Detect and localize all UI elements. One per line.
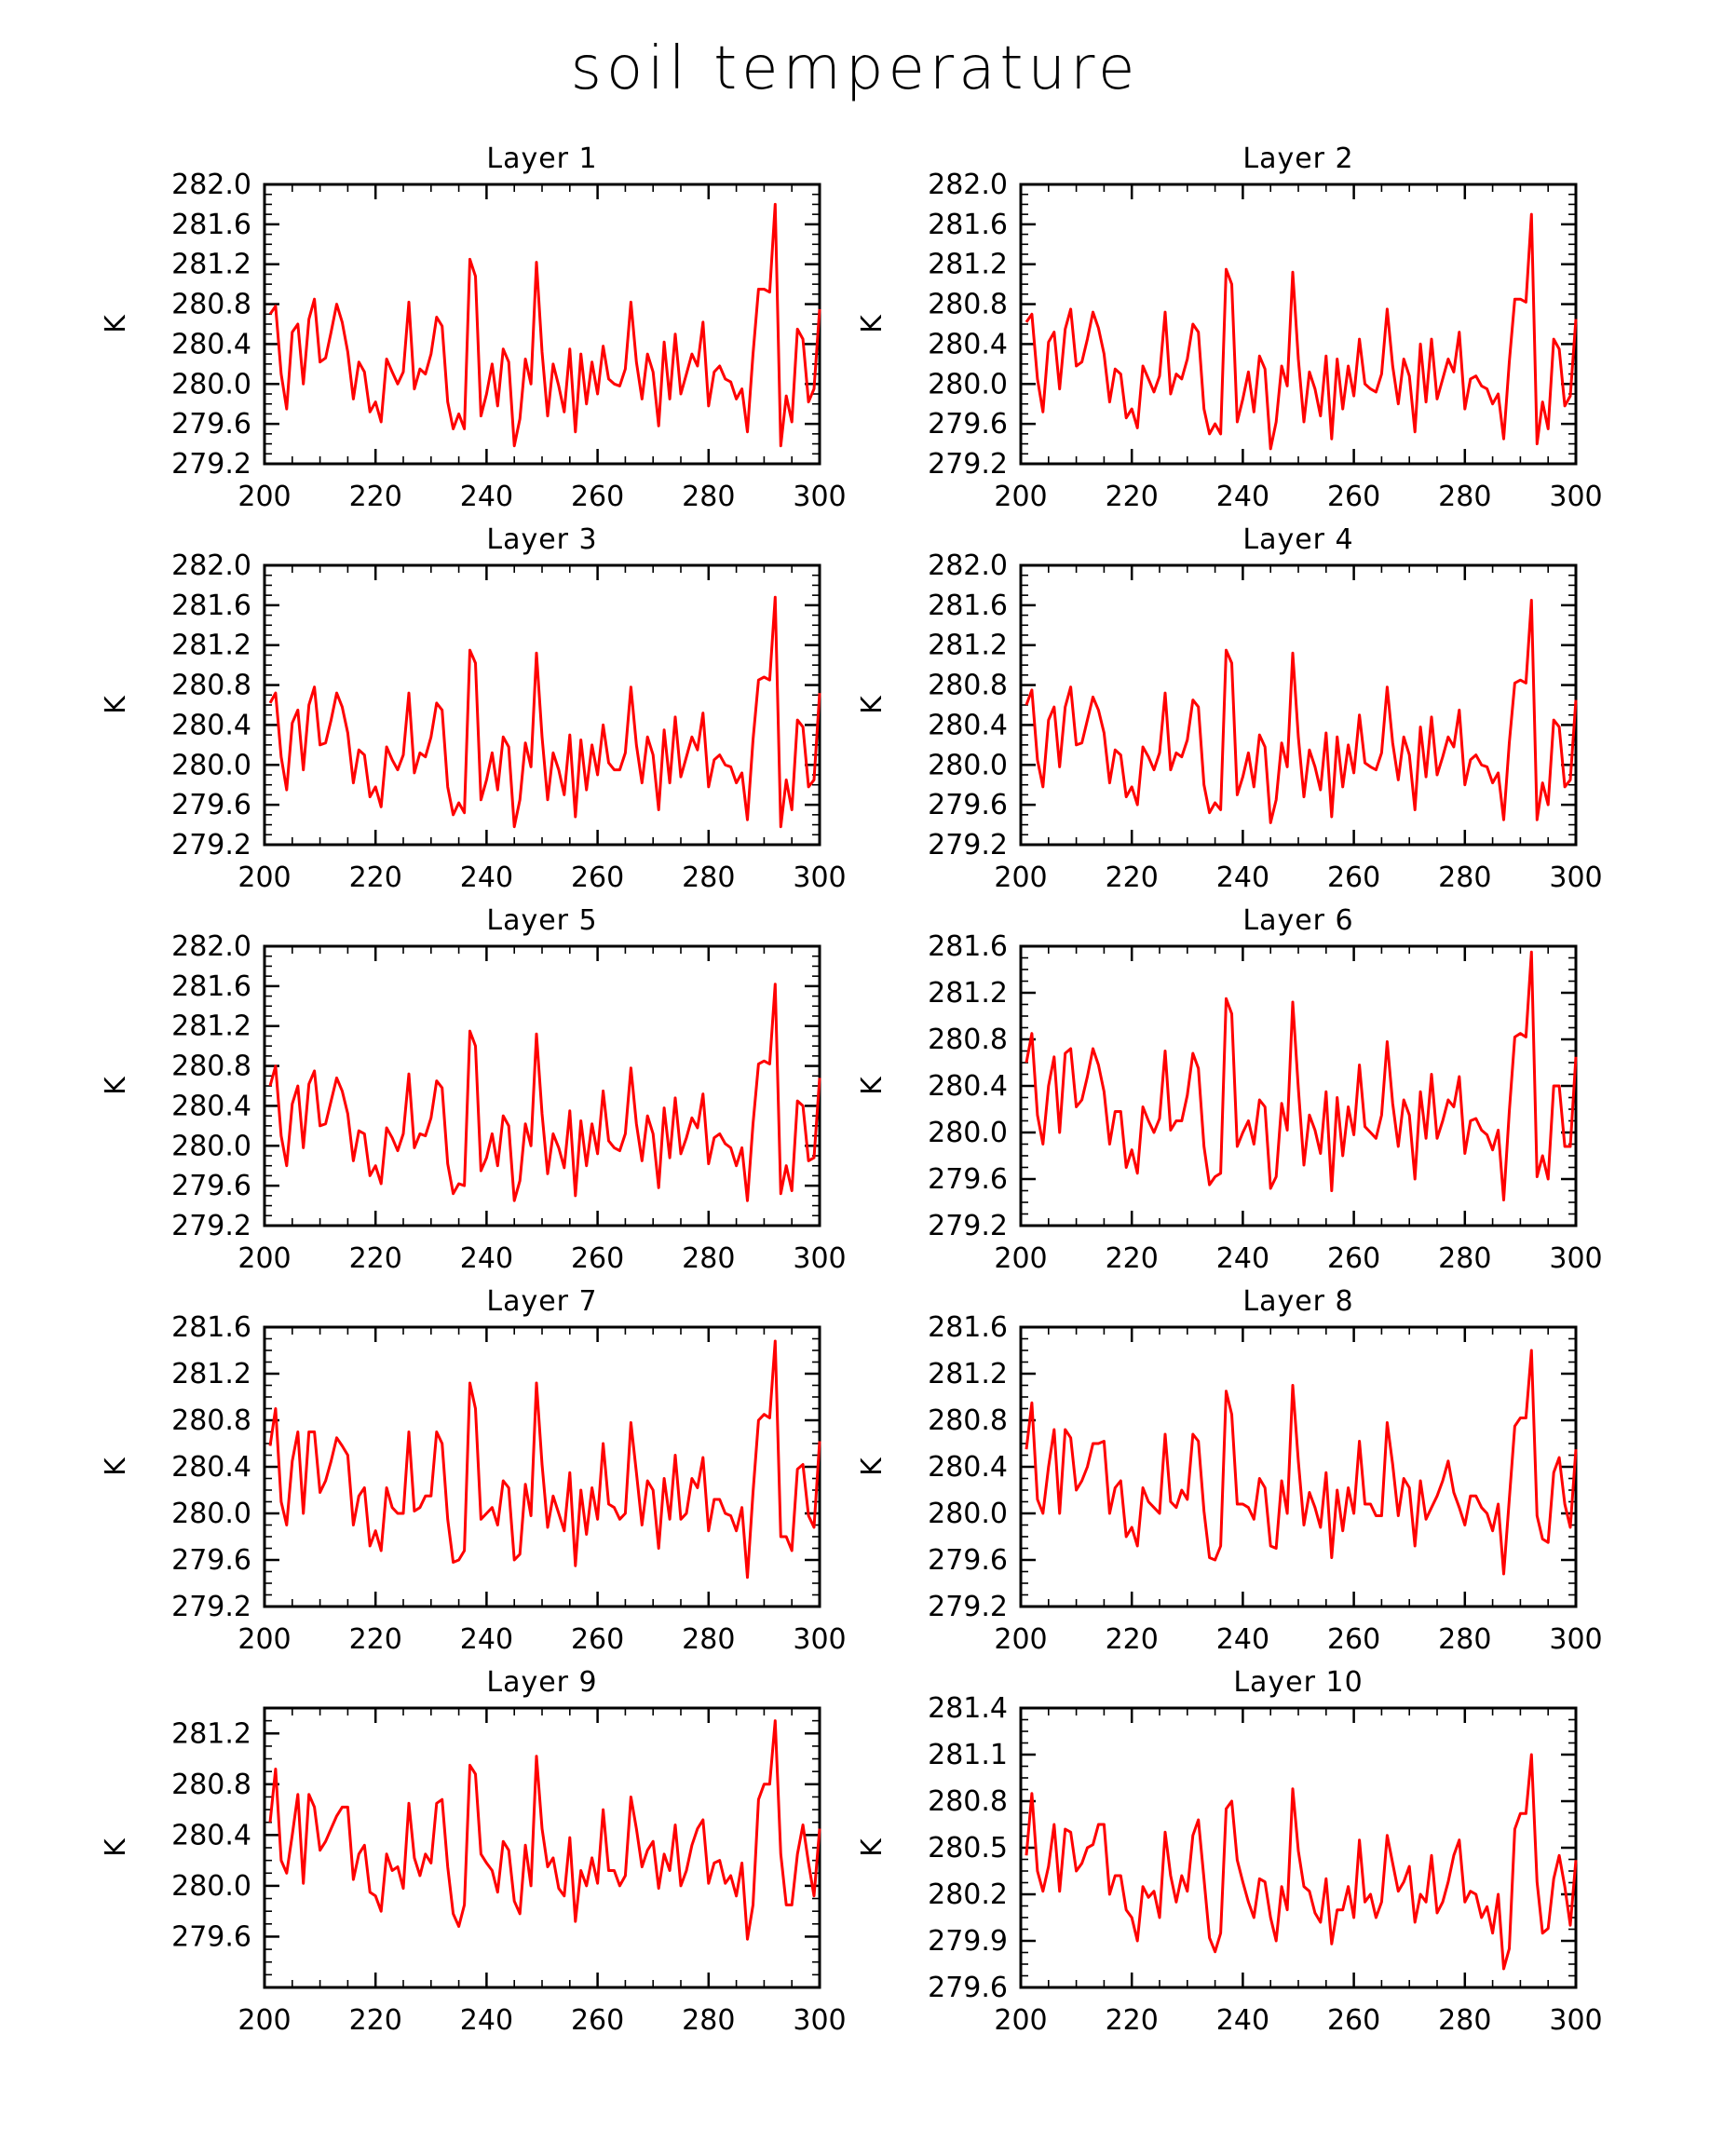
y-tick-label: 280.4 — [171, 709, 251, 742]
x-tick-label: 220 — [1105, 2004, 1159, 2037]
panel-title: Layer 5 — [486, 904, 598, 937]
y-tick-label: 280.8 — [928, 1024, 1008, 1056]
y-tick-label: 280.0 — [171, 1869, 251, 1903]
y-tick-label: 279.6 — [171, 1170, 251, 1203]
panel-title: Layer 9 — [486, 1666, 598, 1699]
x-tick-label: 200 — [238, 2004, 292, 2037]
x-tick-label: 280 — [1438, 1623, 1492, 1656]
series-line — [270, 1721, 820, 1940]
y-tick-label: 279.2 — [928, 448, 1008, 481]
y-tick-label: 280.0 — [171, 749, 251, 782]
y-tick-label: 280.8 — [928, 288, 1008, 321]
y-tick-label: 279.6 — [928, 1544, 1008, 1577]
x-tick-label: 300 — [793, 1242, 847, 1275]
y-tick-label: 280.0 — [928, 368, 1008, 401]
panel-layer-10 — [856, 1666, 1603, 2037]
y-axis-label: K — [856, 1838, 889, 1857]
panel-title: Layer 6 — [1242, 904, 1354, 937]
y-tick-label: 279.2 — [171, 448, 251, 481]
figure-title: soil temperature — [570, 34, 1140, 103]
plot-frame — [1021, 565, 1576, 845]
x-tick-label: 280 — [682, 1623, 736, 1656]
x-tick-label: 240 — [459, 1623, 514, 1656]
x-tick-label: 300 — [793, 1623, 847, 1656]
x-tick-label: 240 — [459, 861, 514, 894]
y-tick-label: 280.8 — [928, 1785, 1008, 1818]
y-tick-label: 281.6 — [171, 970, 251, 1003]
x-tick-label: 260 — [1326, 1623, 1381, 1656]
series-line — [1026, 1755, 1576, 1969]
y-tick-label: 280.8 — [171, 288, 251, 321]
y-tick-label: 279.6 — [171, 1544, 251, 1577]
y-axis-label: K — [100, 1838, 132, 1857]
series-line — [1026, 214, 1576, 449]
y-tick-label: 281.2 — [928, 977, 1008, 1010]
y-tick-label: 279.2 — [928, 829, 1008, 861]
y-axis-label: K — [100, 696, 132, 714]
x-tick-label: 220 — [348, 1242, 402, 1275]
y-tick-label: 282.0 — [171, 169, 251, 201]
y-tick-label: 280.0 — [171, 368, 251, 401]
y-tick-label: 280.4 — [171, 1819, 251, 1852]
x-tick-label: 280 — [682, 861, 736, 894]
series-line — [270, 597, 820, 826]
y-tick-label: 280.4 — [171, 1090, 251, 1123]
x-tick-label: 240 — [1215, 1623, 1270, 1656]
series-line — [1026, 952, 1576, 1200]
x-tick-label: 220 — [348, 861, 402, 894]
x-tick-label: 260 — [570, 2004, 625, 2037]
y-tick-label: 279.2 — [171, 829, 251, 861]
x-tick-label: 240 — [459, 481, 514, 513]
y-tick-label: 282.0 — [171, 549, 251, 582]
plot-frame — [265, 184, 820, 464]
x-tick-label: 240 — [1215, 2004, 1270, 2037]
x-tick-label: 260 — [1326, 481, 1381, 513]
y-tick-label: 282.0 — [171, 930, 251, 963]
x-tick-label: 300 — [793, 861, 847, 894]
y-tick-label: 281.2 — [171, 1717, 251, 1751]
y-tick-label: 279.2 — [928, 1591, 1008, 1623]
y-tick-label: 280.0 — [928, 1498, 1008, 1530]
x-tick-label: 280 — [1438, 2004, 1492, 2037]
series-line — [1026, 1350, 1576, 1574]
y-tick-label: 281.4 — [928, 1692, 1008, 1725]
panel-layer-9 — [100, 1666, 847, 2037]
x-tick-label: 260 — [1326, 1242, 1381, 1275]
y-axis-label: K — [100, 1458, 132, 1476]
x-tick-label: 280 — [682, 2004, 736, 2037]
y-tick-label: 281.6 — [928, 1311, 1008, 1344]
series-line — [270, 1341, 820, 1578]
x-tick-label: 300 — [793, 2004, 847, 2037]
y-tick-label: 280.8 — [171, 1768, 251, 1801]
x-tick-label: 240 — [1215, 481, 1270, 513]
y-tick-label: 280.4 — [928, 1451, 1008, 1484]
x-tick-label: 240 — [1215, 1242, 1270, 1275]
series-line — [1026, 601, 1576, 823]
x-tick-label: 280 — [682, 1242, 736, 1275]
panel-layer-7 — [100, 1285, 847, 1656]
panel-layer-3 — [100, 523, 847, 894]
y-tick-label: 279.6 — [928, 408, 1008, 441]
y-tick-label: 279.2 — [928, 1210, 1008, 1242]
y-tick-label: 280.4 — [171, 328, 251, 361]
y-tick-label: 279.6 — [171, 1920, 251, 1954]
y-tick-label: 282.0 — [928, 169, 1008, 201]
x-tick-label: 260 — [1326, 2004, 1381, 2037]
y-tick-label: 279.6 — [171, 789, 251, 822]
x-tick-label: 280 — [1438, 1242, 1492, 1275]
x-tick-label: 260 — [570, 1623, 625, 1656]
x-tick-label: 200 — [994, 1242, 1048, 1275]
plot-frame — [1021, 184, 1576, 464]
y-tick-label: 280.4 — [928, 328, 1008, 361]
panel-layer-4 — [856, 523, 1603, 894]
y-tick-label: 281.6 — [171, 1311, 251, 1344]
y-tick-label: 281.2 — [171, 248, 251, 281]
x-tick-label: 220 — [1105, 861, 1159, 894]
x-tick-label: 220 — [348, 481, 402, 513]
y-axis-label: K — [100, 1077, 132, 1095]
x-tick-label: 200 — [238, 861, 292, 894]
series-line — [270, 984, 820, 1201]
x-tick-label: 200 — [994, 2004, 1048, 2037]
x-tick-label: 300 — [1549, 1242, 1603, 1275]
plot-frame — [265, 946, 820, 1226]
x-tick-label: 280 — [1438, 481, 1492, 513]
y-tick-label: 281.2 — [171, 1358, 251, 1390]
y-tick-label: 281.6 — [171, 208, 251, 241]
y-axis-label: K — [856, 1077, 889, 1095]
panel-title: Layer 1 — [486, 142, 598, 175]
y-tick-label: 280.0 — [928, 749, 1008, 782]
x-tick-label: 200 — [238, 481, 292, 513]
x-tick-label: 220 — [1105, 1623, 1159, 1656]
x-tick-label: 280 — [682, 481, 736, 513]
x-tick-label: 200 — [238, 1623, 292, 1656]
x-tick-label: 280 — [1438, 861, 1492, 894]
y-tick-label: 279.9 — [928, 1925, 1008, 1958]
x-tick-label: 240 — [1215, 861, 1270, 894]
y-tick-label: 281.6 — [171, 589, 251, 622]
y-tick-label: 280.8 — [171, 1404, 251, 1437]
x-tick-label: 220 — [348, 1623, 402, 1656]
y-tick-label: 279.6 — [928, 789, 1008, 822]
x-tick-label: 260 — [570, 861, 625, 894]
y-tick-label: 281.2 — [171, 1010, 251, 1043]
y-tick-label: 279.6 — [171, 408, 251, 441]
plot-frame — [265, 1708, 820, 1987]
y-tick-label: 280.2 — [928, 1878, 1008, 1911]
y-tick-label: 281.6 — [928, 208, 1008, 241]
x-tick-label: 260 — [570, 1242, 625, 1275]
y-axis-label: K — [856, 696, 889, 714]
x-tick-label: 240 — [459, 1242, 514, 1275]
x-tick-label: 220 — [1105, 1242, 1159, 1275]
panel-layer-6 — [856, 904, 1603, 1275]
y-tick-label: 281.2 — [171, 629, 251, 662]
y-axis-label: K — [856, 315, 889, 333]
y-tick-label: 281.1 — [928, 1739, 1008, 1771]
y-tick-label: 281.2 — [928, 1358, 1008, 1390]
panel-title: Layer 4 — [1242, 523, 1354, 556]
y-tick-label: 280.4 — [928, 1070, 1008, 1103]
x-tick-label: 220 — [1105, 481, 1159, 513]
panel-title: Layer 8 — [1242, 1285, 1354, 1318]
x-tick-label: 300 — [1549, 1623, 1603, 1656]
x-tick-label: 300 — [1549, 861, 1603, 894]
y-tick-label: 280.0 — [928, 1117, 1008, 1149]
y-tick-label: 281.6 — [928, 589, 1008, 622]
panel-layer-8 — [856, 1285, 1603, 1656]
y-tick-label: 280.8 — [928, 1404, 1008, 1437]
x-tick-label: 200 — [994, 1623, 1048, 1656]
plot-frame — [265, 565, 820, 845]
y-tick-label: 281.6 — [928, 930, 1008, 963]
x-tick-label: 300 — [1549, 2004, 1603, 2037]
y-tick-label: 281.2 — [928, 248, 1008, 281]
y-tick-label: 280.8 — [928, 669, 1008, 702]
y-tick-label: 282.0 — [928, 549, 1008, 582]
x-tick-label: 200 — [994, 861, 1048, 894]
panel-title: Layer 2 — [1242, 142, 1354, 175]
y-axis-label: K — [100, 315, 132, 333]
x-tick-label: 240 — [459, 2004, 514, 2037]
y-tick-label: 279.6 — [928, 1972, 1008, 2004]
y-tick-label: 280.8 — [171, 669, 251, 702]
y-tick-label: 280.4 — [171, 1451, 251, 1484]
panel-title: Layer 7 — [486, 1285, 598, 1318]
series-line — [270, 204, 820, 445]
panel-layer-5 — [100, 904, 847, 1275]
y-tick-label: 280.4 — [928, 709, 1008, 742]
y-tick-label: 281.2 — [928, 629, 1008, 662]
y-tick-label: 280.0 — [171, 1130, 251, 1163]
x-tick-label: 300 — [1549, 481, 1603, 513]
panel-title: Layer 10 — [1233, 1666, 1364, 1699]
y-tick-label: 280.8 — [171, 1050, 251, 1083]
panel-title: Layer 3 — [486, 523, 598, 556]
panel-layer-2 — [856, 142, 1603, 513]
y-tick-label: 280.0 — [171, 1498, 251, 1530]
x-tick-label: 300 — [793, 481, 847, 513]
x-tick-label: 220 — [348, 2004, 402, 2037]
y-axis-label: K — [856, 1458, 889, 1476]
x-tick-label: 200 — [994, 481, 1048, 513]
x-tick-label: 260 — [570, 481, 625, 513]
x-tick-label: 260 — [1326, 861, 1381, 894]
y-tick-label: 279.2 — [171, 1591, 251, 1623]
y-tick-label: 279.2 — [171, 1210, 251, 1242]
y-tick-label: 280.5 — [928, 1832, 1008, 1864]
x-tick-label: 200 — [238, 1242, 292, 1275]
y-tick-label: 279.6 — [928, 1163, 1008, 1196]
panel-layer-1 — [100, 142, 847, 513]
